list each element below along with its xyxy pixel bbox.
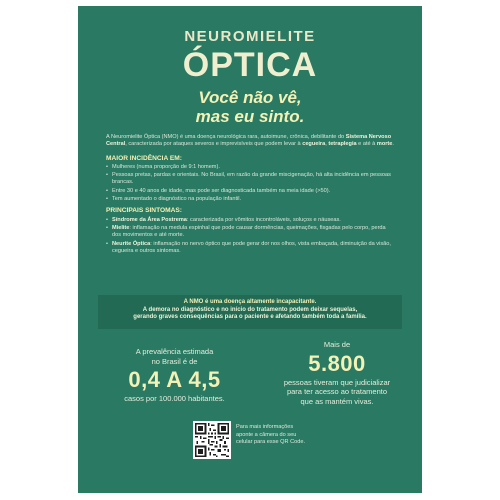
list-item: • Síndrome da Área Postrema: caracterizada por vômitos incontroláveis, soluços e náuseas. xyxy=(106,217,396,224)
prevalence-value: 0,4 A 4,5 xyxy=(128,367,221,392)
qr-code[interactable] xyxy=(193,421,231,459)
list-item: • Entre 30 e 40 anos de idade, mas pode ser diagnosticada também na meia idade (>50). xyxy=(106,188,396,195)
symptoms-list xyxy=(106,217,396,255)
alert-box xyxy=(98,295,402,329)
alert-line-2: A demora no diagnóstico e no início do tratamento podem deixar sequelas, xyxy=(142,306,358,313)
tagline-line-2: mas eu sinto. xyxy=(195,107,305,126)
section-symptoms-heading: PRINCIPAIS SINTOMAS: xyxy=(106,207,182,215)
list-item: • Mulheres (numa proporção de 9:1 homem). xyxy=(106,164,396,171)
poster-kicker: NEUROMIELITE xyxy=(184,28,316,45)
poster-body xyxy=(106,134,396,259)
judicialization-value: 5.800 xyxy=(308,350,366,376)
qr-instructions: Para mais informações aponte a câmera do seu celular para esse QR Code. xyxy=(236,424,306,445)
qr-code-icon xyxy=(195,423,229,457)
list-item: • Neurite Óptica: inflamação no nervo óptico que pode gerar dor nos olhos, vista embaçada, diminuição da visão, cegueira e outros sintomas. xyxy=(106,241,396,256)
section-incidence-heading: MAIOR INCIDÊNCIA EM: xyxy=(106,154,182,162)
tagline-line-1: Você não vê, xyxy=(198,88,302,107)
intro-paragraph: A Neuromielite Óptica (NMO) é uma doença neurológica rara, autoimune, crônica, debilitante do Sistema Nervoso Central, caracterizada por ataques severos e imprevisíveis que podem levar à cegueira, tetraplegia e até à morte. xyxy=(106,134,394,148)
judicialization-stat: Mais de 5.800 pessoas tiveram que judicializar para ter acesso ao tratamento que as mantém vivas. xyxy=(263,340,411,406)
prevalence-stat: A prevalência estimada no Brasil é de 0,4 A 4,5 casos por 100.000 habitantes. xyxy=(102,347,247,404)
list-item: • Tem aumentado o diagnóstico na população infantil. xyxy=(106,196,396,203)
poster-title: ÓPTICA xyxy=(182,46,318,84)
poster xyxy=(78,6,422,493)
incidence-list xyxy=(106,164,396,203)
alert-line-1: A NMO é uma doença altamente incapacitante. xyxy=(183,299,317,305)
list-item: • Pessoas pretas, pardas e orientais. No Brasil, em razão da grande miscigenação, há alta incidência em pessoas brancas. xyxy=(106,172,396,187)
list-item: • Mielite: inflamação na medula espinhal que pode causar dormências, queimações, fisgadas pelo corpo, perda dos movimentos e até morte. xyxy=(106,225,396,240)
alert-line-3: gerando graves consequências para o paciente e afetando também toda a família. xyxy=(133,314,367,321)
tagline xyxy=(78,88,422,126)
